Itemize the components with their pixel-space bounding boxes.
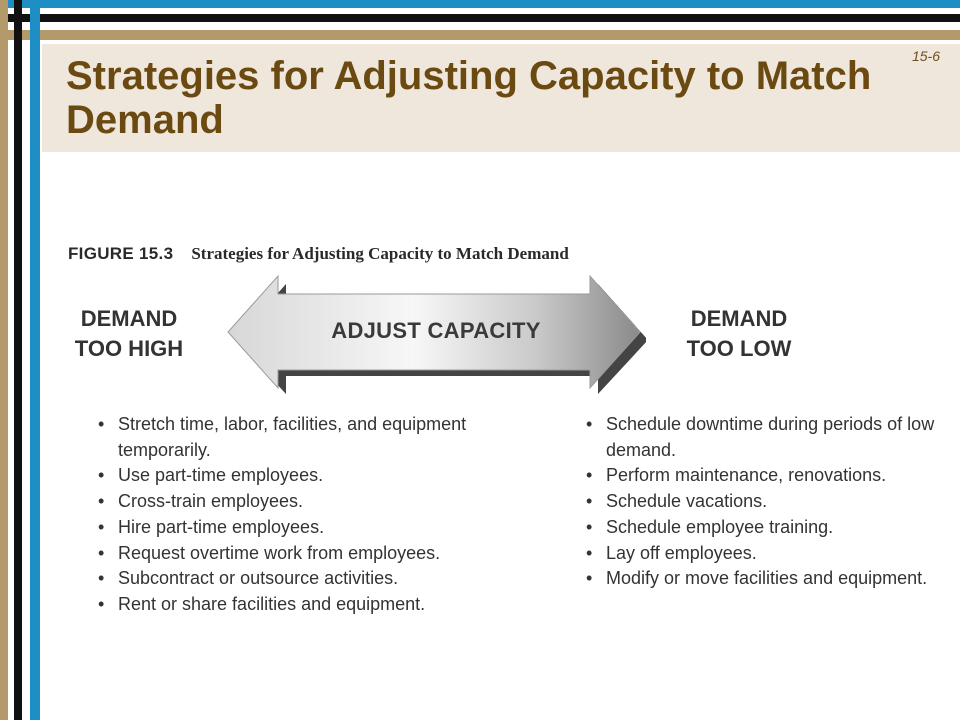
demand-too-high-line2: TOO HIGH bbox=[74, 336, 184, 361]
figure-label: FIGURE 15.3 bbox=[68, 244, 174, 263]
list-item: • Lay off employees. bbox=[578, 541, 938, 567]
demand-too-high-strategies bbox=[90, 412, 510, 618]
slide-title: Strategies for Adjusting Capacity to Match Demand bbox=[66, 54, 872, 142]
list-item: • Use part-time employees. bbox=[90, 463, 510, 489]
frame-left-blue bbox=[30, 0, 40, 720]
list-item: • Modify or move facilities and equipment. bbox=[578, 566, 938, 592]
list-item: • Schedule vacations. bbox=[578, 489, 938, 515]
list-item: • Subcontract or outsource activities. bbox=[90, 566, 510, 592]
list-item: • Schedule downtime during periods of low demand. bbox=[578, 412, 938, 463]
figure-caption bbox=[68, 244, 569, 264]
frame-left-tan bbox=[0, 0, 8, 720]
list-item: • Perform maintenance, renovations. bbox=[578, 463, 938, 489]
list-item: • Rent or share facilities and equipment. bbox=[90, 592, 510, 618]
demand-too-low-line2: TOO LOW bbox=[686, 336, 792, 361]
slide-number: 15-6 bbox=[911, 48, 940, 64]
demand-too-low-label bbox=[654, 304, 824, 364]
adjust-capacity-label: ADJUST CAPACITY bbox=[331, 318, 541, 343]
frame-left-black bbox=[14, 0, 22, 720]
list-item: • Stretch time, labor, facilities, and equipment temporarily. bbox=[90, 412, 510, 463]
demand-too-high-line1: DEMAND bbox=[80, 306, 178, 331]
frame-top-blue bbox=[0, 0, 960, 8]
demand-too-high-label bbox=[44, 304, 214, 364]
frame-top-tan bbox=[0, 30, 960, 40]
list-item: • Cross-train employees. bbox=[90, 489, 510, 515]
demand-too-low-strategies bbox=[578, 412, 938, 592]
frame-top-black bbox=[0, 14, 960, 22]
list-item: • Request overtime work from employees. bbox=[90, 541, 510, 567]
list-item: • Schedule employee training. bbox=[578, 515, 938, 541]
figure-name: Strategies for Adjusting Capacity to Match Demand bbox=[191, 244, 569, 263]
demand-too-low-line1: DEMAND bbox=[690, 306, 788, 331]
list-item: • Hire part-time employees. bbox=[90, 515, 510, 541]
